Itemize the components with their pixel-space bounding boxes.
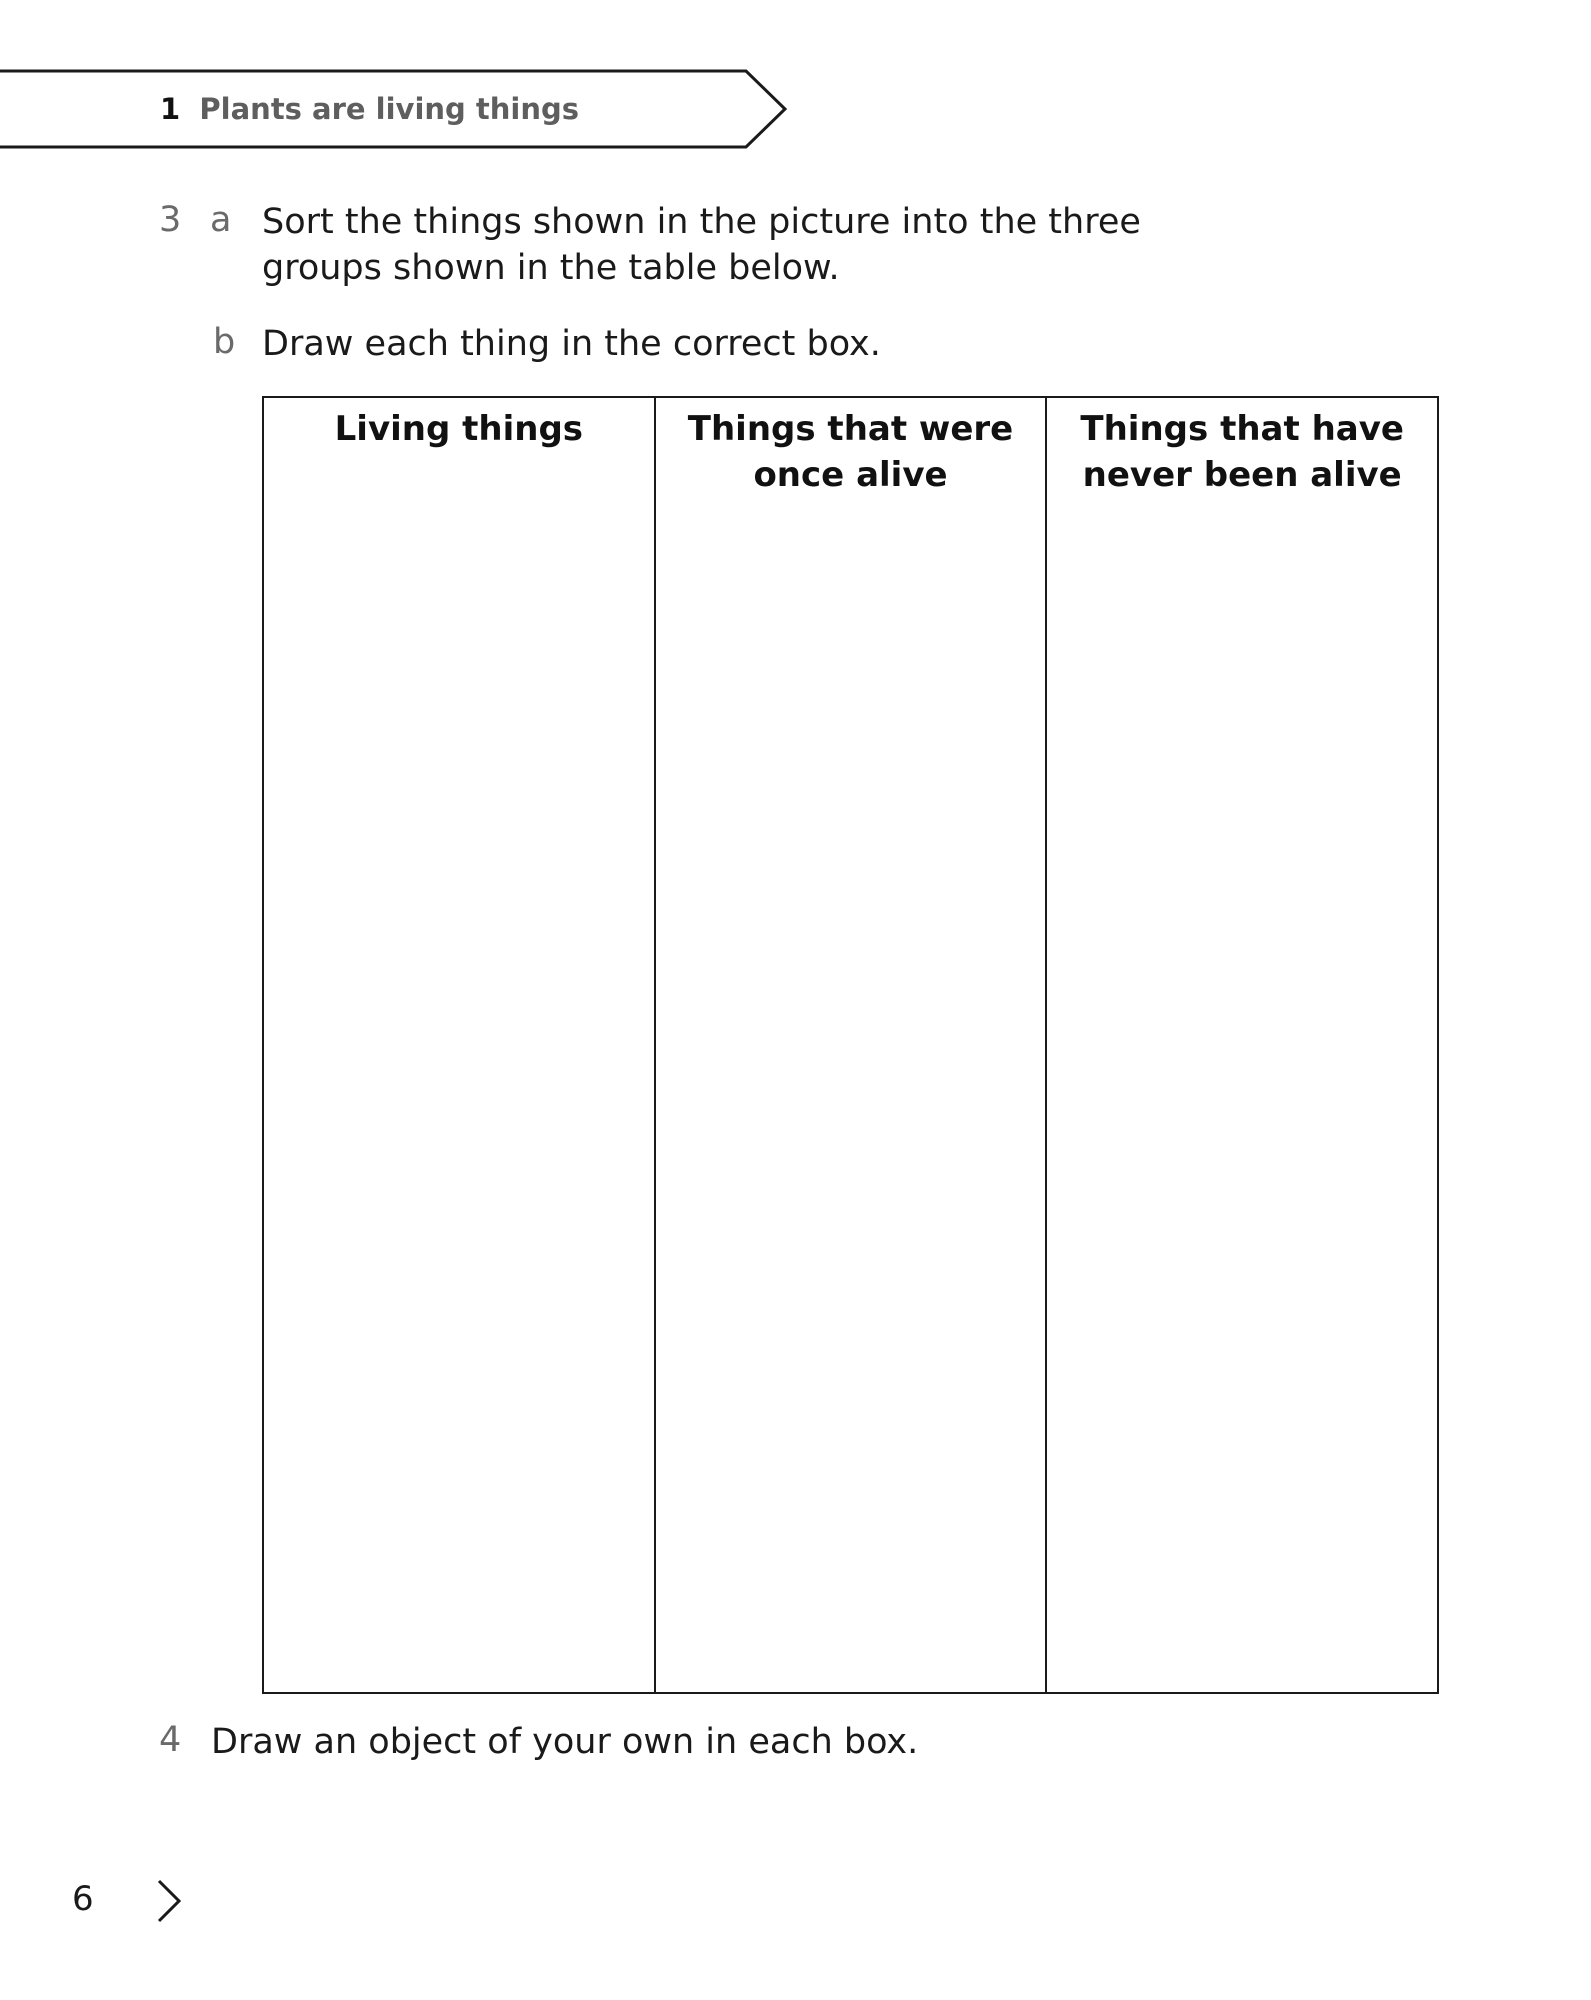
question-3-number: 3	[159, 200, 182, 240]
column-header-living: Living things	[334, 409, 584, 449]
chevron-right-icon[interactable]	[154, 1878, 184, 1924]
chapter-title: Plants are living things	[199, 92, 580, 126]
column-header-once-alive: Things that were once alive	[687, 409, 1014, 495]
page-number: 6	[72, 1879, 94, 1919]
question-3b-text: Draw each thing in the correct box.	[262, 324, 881, 364]
question-3a-text: Sort the things shown in the picture into the three groups shown in the table below.	[262, 202, 1141, 288]
column-header-never-alive: Things that have never been alive	[1080, 409, 1404, 495]
question-3b-label: b	[213, 322, 236, 362]
chapter-banner	[0, 68, 790, 150]
column-once-alive[interactable]	[656, 398, 1048, 1692]
question-4-number: 4	[159, 1720, 182, 1760]
column-never-alive[interactable]	[1047, 398, 1437, 1692]
question-4-text: Draw an object of your own in each box.	[211, 1722, 919, 1762]
sorting-table	[262, 396, 1439, 1694]
chapter-heading	[160, 68, 579, 150]
question-3a-label: a	[210, 200, 232, 240]
chapter-number: 1	[160, 92, 181, 126]
column-living-things[interactable]	[264, 398, 656, 1692]
